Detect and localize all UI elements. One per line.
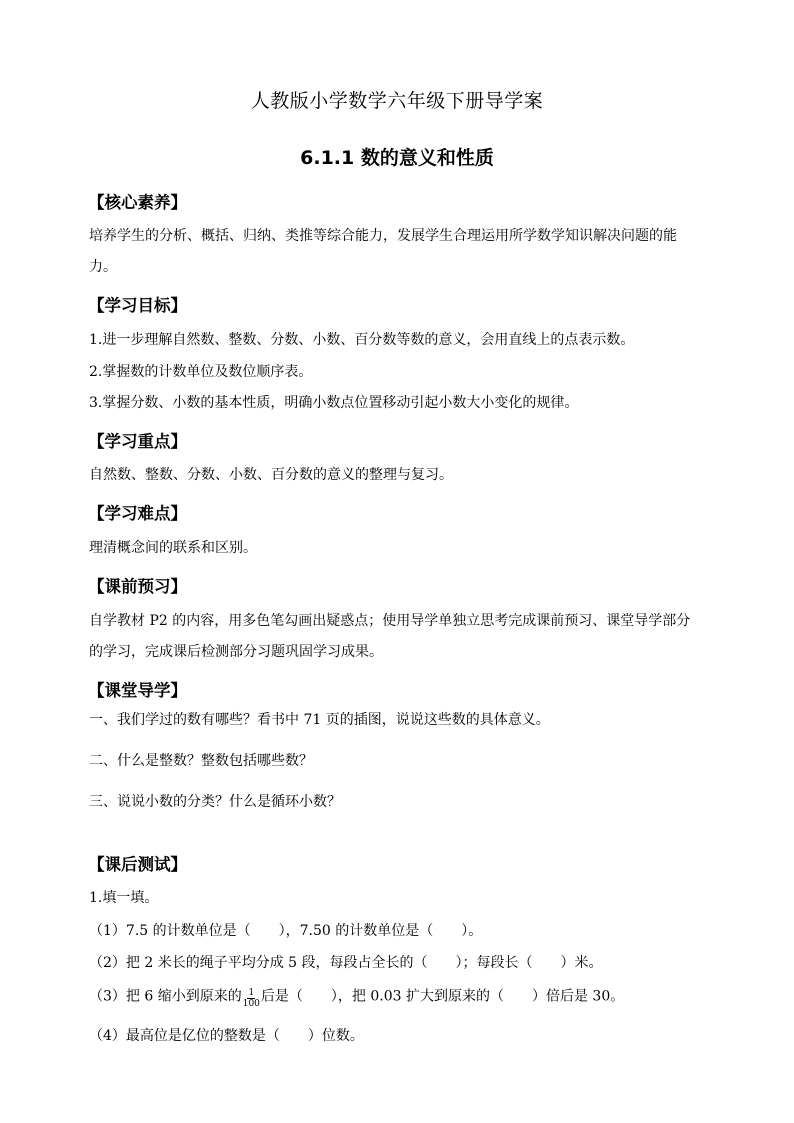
test-question-3-before: （3）把 6 缩小到原来的 bbox=[89, 988, 242, 1005]
goal-item-1: 1.进一步理解自然数、整数、分数、小数、百分数等数的意义，会用直线上的点表示数。 bbox=[89, 332, 635, 348]
guide-question-3: 三、说说小数的分类？什么是循环小数？ bbox=[89, 794, 341, 810]
key-points-text: 自然数、整数、分数、小数、百分数的意义的整理与复习。 bbox=[89, 467, 453, 483]
section-heading-core: 【核心素养】 bbox=[88, 193, 187, 212]
test-question-1: （1）7.5 的计数单位是（ ），7.50 的计数单位是（ ）。 bbox=[89, 923, 483, 939]
document-title: 人教版小学数学六年级下册导学案 bbox=[250, 90, 544, 112]
fraction-one-hundredth bbox=[243, 988, 260, 1009]
test-question-3-after: 后是（ ），把 0.03 扩大到原来的（ ）倍后是 30。 bbox=[260, 988, 625, 1005]
section-heading-difficulties: 【学习难点】 bbox=[88, 504, 187, 523]
preview-text: 自学教材 P2 的内容，用多色笔勾画出疑惑点；使用导学单独立思考完成课前预习、课堂导学部分的学习，完成课后检测部分习题巩固学习成果。 bbox=[89, 613, 691, 660]
section-heading-test: 【课后测试】 bbox=[88, 855, 187, 874]
goal-item-3: 3.掌握分数、小数的基本性质，明确小数点位置移动引起小数大小变化的规律。 bbox=[89, 395, 579, 411]
test-question-2: （2）把 2 米长的绳子平均分成 5 段，每段占全长的（ ）；每段长（ ）米。 bbox=[89, 955, 603, 971]
lesson-title: 6.1.1 数的意义和性质 bbox=[300, 147, 494, 169]
difficulties-text: 理清概念间的联系和区别。 bbox=[89, 540, 257, 556]
fraction-denominator: 100 bbox=[242, 999, 260, 1009]
test-intro: 1.填一填。 bbox=[89, 890, 159, 906]
core-text: 培养学生的分析、概括、归纳、类推等综合能力，发展学生合理运用所学数学知识解决问题的能力。 bbox=[89, 228, 677, 275]
goal-item-2: 2.掌握数的计数单位及数位顺序表。 bbox=[89, 364, 313, 380]
test-question-3 bbox=[89, 986, 624, 1007]
test-question-4: （4）最高位是亿位的整数是（ ）位数。 bbox=[89, 1028, 364, 1044]
section-heading-guide: 【课堂导学】 bbox=[88, 681, 187, 700]
fraction-numerator: 1 bbox=[248, 988, 255, 998]
section-heading-goals: 【学习目标】 bbox=[88, 296, 187, 315]
section-heading-preview: 【课前预习】 bbox=[88, 577, 187, 596]
section-heading-key-points: 【学习重点】 bbox=[88, 432, 187, 451]
guide-question-1: 一、我们学过的数有哪些？看书中 71 页的插图，说说这些数的具体意义。 bbox=[89, 712, 550, 728]
guide-question-2: 二、什么是整数？整数包括哪些数？ bbox=[89, 753, 313, 769]
